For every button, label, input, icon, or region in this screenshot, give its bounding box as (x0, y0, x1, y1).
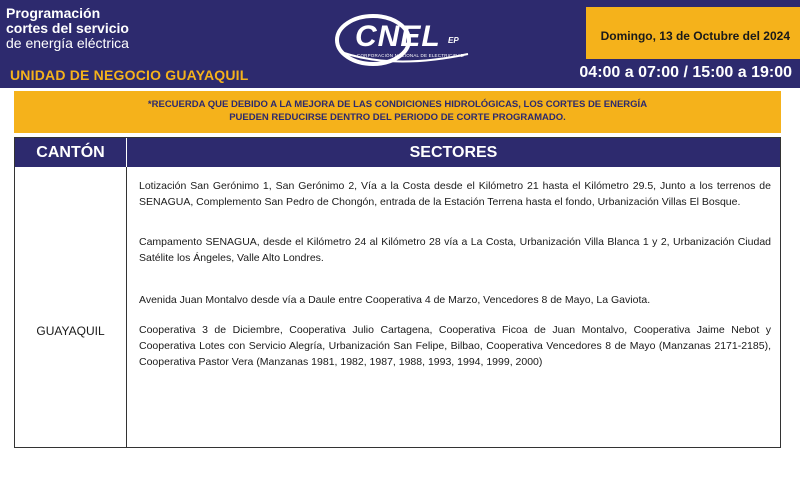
notice-line-2: PUEDEN REDUCIRSE DENTRO DEL PERIODO DE CORTE PROGRAMADO. (229, 112, 566, 123)
sector-paragraph: Avenida Juan Montalvo desde vía a Daule entre Cooperativa 4 de Marzo, Vencedores 8 de Mayo, La Gaviota. (139, 294, 651, 306)
logo-subtitle: CORPORACIÓN NACIONAL DE ELECTRICIDAD (357, 53, 465, 58)
business-unit: UNIDAD DE NEGOCIO GUAYAQUIL (10, 67, 249, 83)
notice-banner (14, 91, 781, 133)
title-line-1: Programación (6, 5, 101, 21)
table-header (15, 138, 780, 167)
header-sectores: SECTORES (409, 144, 498, 161)
notice-line-1: *RECUERDA QUE DEBIDO A LA MEJORA DE LAS CONDICIONES HIDROLÓGICAS, LOS CORTES DE ENERGÍA (147, 99, 648, 110)
schedule-table (14, 137, 781, 448)
title-line-3: de energía eléctrica (6, 35, 129, 51)
schedule-date: Domingo, 13 de Octubre del 2024 (600, 29, 790, 43)
column-divider (126, 167, 127, 447)
sector-paragraph: Campamento SENAGUA, desde el Kilómetro 24 al Kilómetro 28 vía a La Costa, Urbanización Villa Blanca 1 y 2, Urbanización Ciudad Satélite los Ángeles, Valle Alto Londres. (139, 236, 771, 264)
sector-paragraph: Cooperativa 3 de Diciembre, Cooperativa Julio Cartagena, Cooperativa Ficoa de Juan Montalvo, Cooperativa Jaime Nebot y Cooperativa Lotes con Servicio Alegría, Urbanización San Felipe, Bilbao, Cooperativa Vencedores 8 de Mayo (Manzanas 2171-2185), Cooperativa Pastor Vera (Manzanas 1981, 1982, 1987, 1988, 1993, 1994, 1999, 2000) (139, 324, 771, 368)
logo-wordmark: CNEL (355, 20, 441, 53)
sector-paragraph: Lotización San Gerónimo 1, San Gerónimo 2, Vía a la Costa desde el Kilómetro 21 hasta el Kilómetro 29.5, Junto a los terrenos de SENAGUA, Complemento San Pedro de Chongón, entrada de la Estación Terrena hasta el fondo, Urbanización Villas El Bosque. (139, 180, 771, 208)
date-box (586, 7, 800, 59)
header-canton: CANTÓN (15, 138, 127, 167)
title-line-2: cortes del servicio (6, 20, 129, 36)
header-banner (0, 0, 800, 88)
logo-suffix: EP (448, 36, 459, 45)
program-title (6, 6, 166, 51)
canton-cell: GUAYAQUIL (36, 324, 105, 338)
schedule-hours: 04:00 a 07:00 / 15:00 a 19:00 (579, 64, 792, 81)
